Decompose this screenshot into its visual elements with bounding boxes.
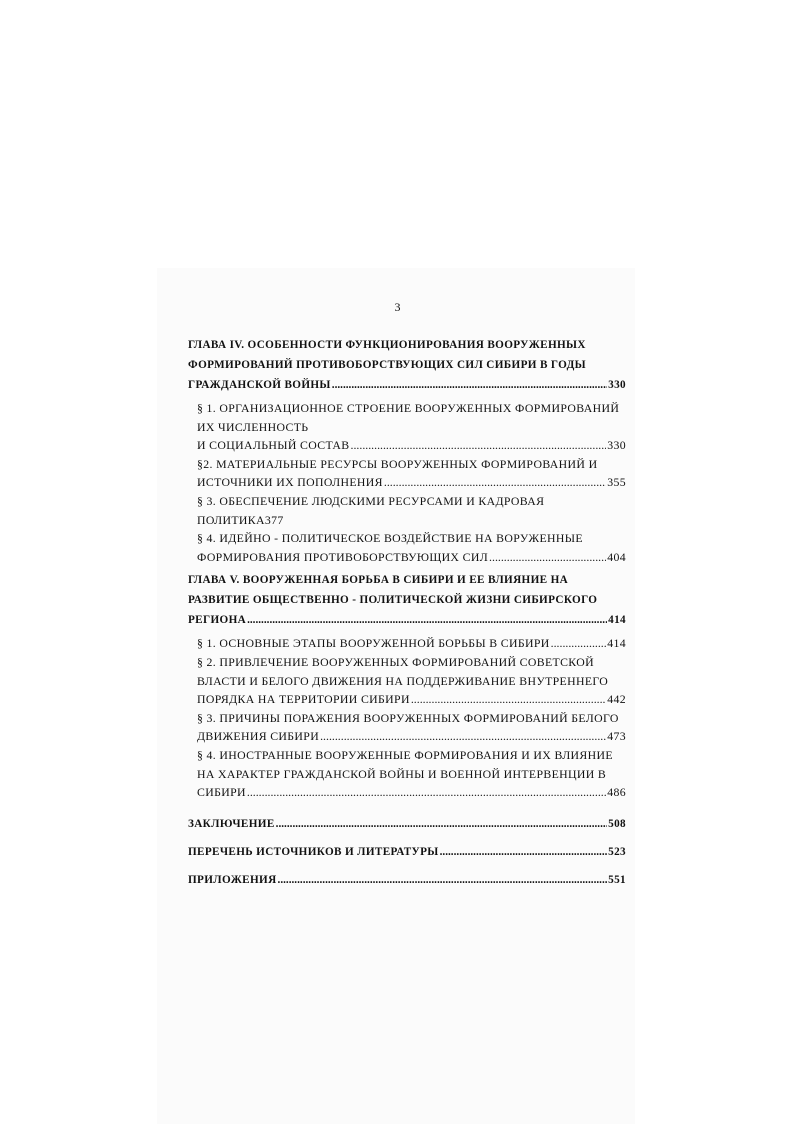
dot-leader bbox=[351, 436, 607, 455]
section-4-1-line-2: ИХ ЧИСЛЕННОСТЬ bbox=[197, 419, 309, 434]
table-of-contents bbox=[188, 335, 626, 894]
dot-leader bbox=[320, 727, 606, 746]
toc-section-4-4[interactable] bbox=[188, 529, 626, 566]
toc-section-4-1[interactable] bbox=[188, 399, 626, 455]
dot-leader bbox=[332, 375, 607, 395]
toc-section-4-3[interactable] bbox=[188, 492, 626, 529]
section-4-4-page: 404 bbox=[607, 549, 626, 564]
toc-conclusion[interactable] bbox=[188, 814, 626, 834]
toc-chapter-5[interactable] bbox=[188, 570, 626, 630]
section-5-3-line-2: ДВИЖЕНИЯ СИБИРИ bbox=[197, 729, 320, 744]
toc-section-5-1[interactable] bbox=[188, 634, 626, 653]
section-4-3-line-1: § 3. ОБЕСПЕЧЕНИЕ ЛЮДСКИМИ РЕСУРСАМИ И КАДРОВАЯ ПОЛИТИКА377 bbox=[197, 493, 545, 527]
toc-sources[interactable] bbox=[188, 842, 626, 862]
section-4-1-line-1: § 1. ОРГАНИЗАЦИОННОЕ СТРОЕНИЕ ВООРУЖЕННЫХ ФОРМИРОВАНИЙ bbox=[197, 401, 620, 415]
chapter-5-title-line-2: РАЗВИТИЕ ОБЩЕСТВЕННО - ПОЛИТИЧЕСКОЙ ЖИЗНИ СИБИРСКОГО bbox=[188, 594, 598, 607]
section-5-1-page: 414 bbox=[607, 636, 626, 651]
dot-leader bbox=[440, 842, 608, 862]
page-number: 3 bbox=[394, 300, 401, 314]
dot-leader bbox=[247, 610, 607, 630]
sources-page: 523 bbox=[608, 845, 626, 858]
chapter-4-page: 330 bbox=[608, 379, 626, 391]
toc-section-5-2[interactable] bbox=[188, 653, 626, 709]
dot-leader bbox=[276, 814, 608, 834]
section-5-2-line-3: ПОРЯДКА НА ТЕРРИТОРИИ СИБИРИ bbox=[197, 692, 410, 707]
toc-appendix[interactable] bbox=[188, 870, 626, 890]
dot-leader bbox=[551, 634, 607, 653]
section-4-1-line-3: И СОЦИАЛЬНЫЙ СОСТАВ bbox=[197, 438, 350, 453]
section-5-2-line-2: ВЛАСТИ И БЕЛОГО ДВИЖЕНИЯ НА ПОДДЕРЖИВАНИЕ ВНУТРЕННЕГО bbox=[197, 673, 609, 688]
section-5-3-page: 473 bbox=[607, 729, 626, 744]
section-4-2-line-1: §2. МАТЕРИАЛЬНЫЕ РЕСУРСЫ ВООРУЖЕННЫХ ФОРМИРОВАНИЙ И bbox=[197, 456, 598, 471]
chapter-5-page: 414 bbox=[608, 614, 626, 627]
section-5-4-page: 486 bbox=[607, 785, 626, 800]
conclusion-page: 508 bbox=[608, 817, 626, 830]
section-5-4-line-3: СИБИРИ bbox=[197, 785, 246, 800]
toc-section-5-4[interactable] bbox=[188, 746, 626, 802]
conclusion-title: ЗАКЛЮЧЕНИЕ bbox=[188, 817, 275, 830]
dot-leader bbox=[411, 690, 606, 709]
section-5-3-line-1: § 3. ПРИЧИНЫ ПОРАЖЕНИЯ ВООРУЖЕННЫХ ФОРМИРОВАНИЙ БЕЛОГО bbox=[197, 710, 619, 725]
section-5-4-line-1: § 4. ИНОСТРАННЫЕ ВООРУЖЕННЫЕ ФОРМИРОВАНИЯ И ИХ ВЛИЯНИЕ bbox=[197, 747, 613, 762]
sources-title: ПЕРЕЧЕНЬ ИСТОЧНИКОВ И ЛИТЕРАТУРЫ bbox=[188, 845, 439, 858]
dot-leader bbox=[384, 473, 606, 492]
appendix-page: 551 bbox=[608, 873, 626, 886]
section-4-4-line-2: ФОРМИРОВАНИЯ ПРОТИВОБОРСТВУЮЩИХ СИЛ bbox=[197, 549, 489, 564]
section-5-1-line-1: § 1. ОСНОВНЫЕ ЭТАПЫ ВООРУЖЕННОЙ БОРЬБЫ В СИБИРИ bbox=[197, 636, 550, 651]
chapter-4-title-line-3: ГРАЖДАНСКОЙ ВОЙНЫ bbox=[188, 379, 331, 391]
chapter-4-title-line-1: ГЛАВА IV. ОСОБЕННОСТИ ФУНКЦИОНИРОВАНИЯ ВООРУЖЕННЫХ bbox=[188, 339, 586, 351]
chapter-4-title-line-2: ФОРМИРОВАНИЙ ПРОТИВОБОРСТВУЮЩИХ СИЛ СИБИРИ В ГОДЫ bbox=[188, 359, 586, 371]
section-5-2-line-1: § 2. ПРИВЛЕЧЕНИЕ ВООРУЖЕННЫХ ФОРМИРОВАНИЙ СОВЕТСКОЙ bbox=[197, 654, 594, 669]
section-4-2-line-2: ИСТОЧНИКИ ИХ ПОПОЛНЕНИЯ bbox=[197, 475, 383, 490]
toc-section-4-2[interactable] bbox=[188, 455, 626, 492]
dot-leader bbox=[489, 548, 606, 567]
chapter-5-title-line-1: ГЛАВА V. ВООРУЖЕННАЯ БОРЬБА В СИБИРИ И ЕЕ ВЛИЯНИЕ НА bbox=[188, 574, 569, 587]
section-4-4-line-1: § 4. ИДЕЙНО - ПОЛИТИЧЕСКОЕ ВОЗДЕЙСТВИЕ НА ВОРУЖЕННЫЕ bbox=[197, 531, 583, 546]
section-4-1-page: 330 bbox=[607, 438, 626, 453]
dot-leader bbox=[247, 783, 606, 802]
toc-section-5-3[interactable] bbox=[188, 709, 626, 746]
appendix-title: ПРИЛОЖЕНИЯ bbox=[188, 873, 277, 886]
section-4-2-page: 355 bbox=[607, 475, 626, 490]
section-5-4-line-2: НА ХАРАКТЕР ГРАЖДАНСКОЙ ВОЙНЫ И ВОЕННОЙ ИНТЕРВЕНЦИИ В bbox=[197, 766, 607, 781]
chapter-5-title-line-3: РЕГИОНА bbox=[188, 614, 247, 627]
section-5-2-page: 442 bbox=[607, 692, 626, 707]
dot-leader bbox=[278, 870, 608, 890]
toc-chapter-4[interactable] bbox=[188, 335, 626, 395]
